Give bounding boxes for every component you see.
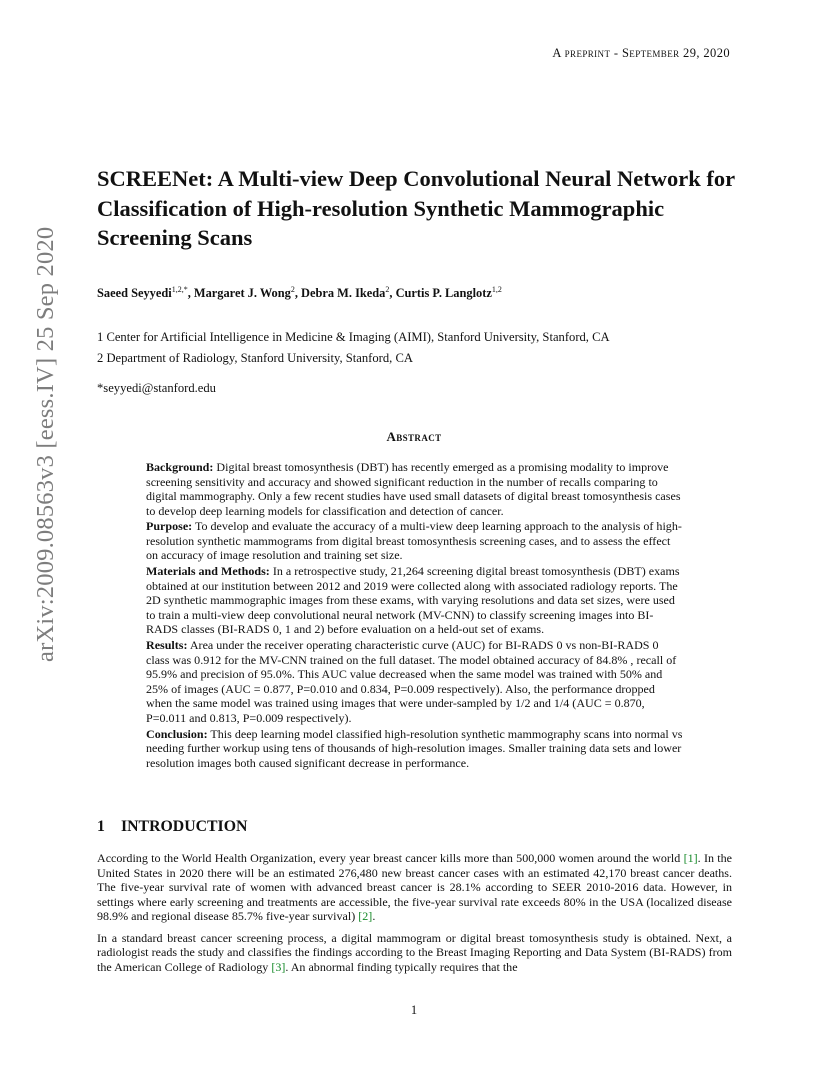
paragraph: In a standard breast cancer screening process, a digital mammogram or digital breast tomosynthesis study is obtained. Next, a radiologist reads the study and classifies the findings according to the Breast Imaging Reporting and Data System (BI-RADS) from the American College of Radiology [3]. An abnormal finding typically requires that the [97, 930, 732, 974]
arxiv-side-stamp [12, 226, 59, 662]
abstract-label: Materials and Methods: [146, 564, 270, 579]
affiliation-1: 1 Center for Artificial Intelligence in Medicine & Imaging (AIMI), Stanford University, Stanford, CA [97, 330, 610, 344]
author-list: Saeed Seyyedi$^{1,2,*}$, Margaret J. Wong$^2$, Debra M. Ikeda$^2$, Curtis P. Langlotz$^{1,2}$ [97, 285, 502, 301]
author-affiliation-mark: 1,2 [491, 285, 502, 294]
author-name: Margaret J. Wong [193, 286, 291, 301]
author-affiliation-mark: 1,2,* [171, 285, 188, 294]
corresponding-email: *seyyedi@stanford.edu [97, 381, 216, 395]
affiliation-2: 2 Department of Radiology, Stanford University, Stanford, CA [97, 351, 413, 365]
arxiv-identifier: arXiv:2009.08563v3 [eess.IV] 25 Sep 2020 [32, 226, 59, 662]
citation-link[interactable]: [2] [358, 909, 373, 924]
citation-link[interactable]: [1] [683, 851, 698, 865]
author-name: Saeed Seyyedi [97, 286, 172, 301]
introduction-body [97, 851, 732, 981]
paragraph: According to the World Health Organization, every year breast cancer kills more than 500,000 women around the world [1]. In the United States in 2020 there will be an estimated 276,480 new breast cancer cases with an estimated 42,170 breast cancer deaths. The five-year survival rate of women with advanced breast cancer is 28.1% according to SEER 2010-2016 data. However, in settings where early screening and treatments are accessible, the five-year survival rate exceeds 80% in the USA (localized disease 98.9% and regional disease 85.7% five-year survival) [2]. [97, 851, 732, 924]
abstract-methods: Materials and Methods: In a retrospective study, 21,264 screening digital breast tomosynthesis (DBT) exams obtained at our institution between 2012 and 2019 were collected along with associated radiology reports. The 2D synthetic mammographic images from these exams, with varying resolutions and data set sizes, were used to train a multi-view deep convolutional neural network (MV-CNN) to classify screening images into BI-RADS classes (BI-RADS 0, 1 and 2) before evaluation on a held-out set of exams. [146, 564, 680, 637]
page-number: 1 [410, 1003, 418, 1017]
author-affiliation-mark: 2 [290, 285, 295, 294]
running-head: A preprint - September 29, 2020 [552, 46, 730, 60]
section-heading-introduction [97, 818, 247, 836]
author-affiliation-mark: 2 [385, 285, 390, 294]
paper-title: SCREENet: A Multi-view Deep Convolutional Neural Network for Classification of High-resolution Synthetic Mammographic Screening Scans [97, 166, 735, 250]
section-title: INTRODUCTION [121, 818, 248, 835]
section-number: 1 [97, 818, 105, 835]
abstract [146, 460, 683, 771]
abstract-background: Background: Digital breast tomosynthesis (DBT) has recently emerged as a promising modality to improve screening sensitivity and accuracy and showed significant reduction in the number of recalls comparing to digital mammography. Only a few recent studies have used small datasets of digital breast tomosynthesis cases to develop deep learning models for classification and detection of cancer. [146, 460, 681, 518]
abstract-heading: Abstract [386, 429, 442, 444]
citation-link[interactable]: [3] [271, 959, 286, 974]
author-name: Debra M. Ikeda [301, 286, 386, 301]
abstract-label: Background: [146, 460, 214, 474]
abstract-conclusion: Conclusion: This deep learning model classified high-resolution synthetic mammography scans into normal vs needing further workup using tens of thousands of high-resolution images. Smaller training data sets and lower resolution images both caused significant decrease in performance. [146, 726, 683, 770]
author-name: Curtis P. Langlotz [395, 286, 492, 301]
abstract-label: Conclusion: [146, 726, 208, 741]
abstract-label: Purpose: [146, 519, 193, 534]
abstract-results: Results: Area under the receiver operating characteristic curve (AUC) for BI-RADS 0 vs non-BI-RADS 0 class was 0.912 for the MV-CNN trained on the full dataset. The model obtained accuracy of 84.8% , recall of 95.9% and precision of 95.0%. This AUC value decreased when the same model was trained with 50% and 25% of images (AUC = 0.877, P=0.010 and 0.834, P=0.009 respectively). Also, the performance dropped when the same model was trained using images that were under-sampled by 1/2 and 1/4 (AUC = 0.870, P=0.011 and 0.813, P=0.009 respectively). [146, 638, 677, 725]
abstract-purpose: Purpose: To develop and evaluate the accuracy of a multi-view deep learning approach to the analysis of high-resolution synthetic mammograms from digital breast tomosynthesis screening cases, and to assess the effect on accuracy of image resolution and training set size. [146, 519, 682, 563]
abstract-label: Results: [146, 638, 188, 653]
